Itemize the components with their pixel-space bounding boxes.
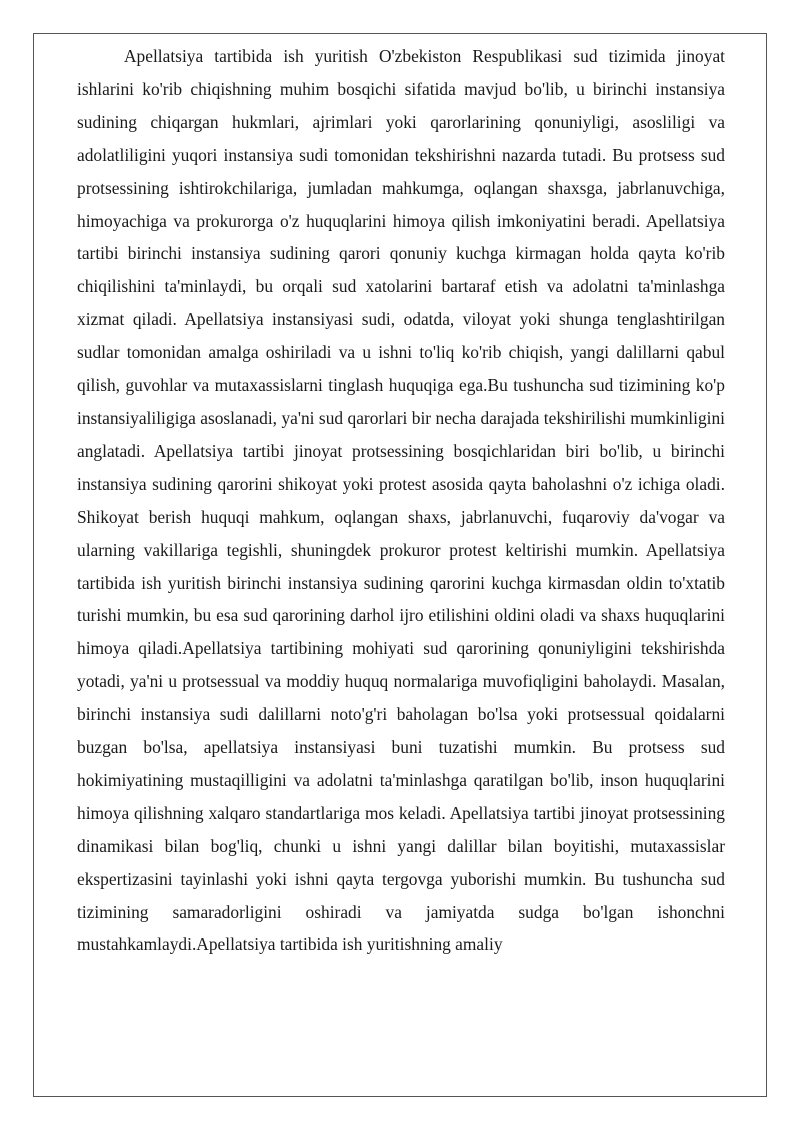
body-paragraph: Apellatsiya tartibida ish yuritish O'zbekiston Respublikasi sud tizimida jinoyat ishlarini ko'rib chiqishning muhim bosqichi sifatida mavjud bo'lib, u birinchi instansiya sudining chiqargan hukmlari, ajrimlari yoki qarorlarining qonuniyligi, asosliligi va adolatliligini yuqori instansiya sudi tomonidan tekshirishni nazarda tutadi. Bu protsess sud protsessining ishtirokchilariga, jumladan mahkumga, oqlangan shaxsga, jabrlanuvchiga, himoyachiga va prokurorga o'z huquqlarini himoya qilish imkoniyatini beradi. Apellatsiya tartibi birinchi instansiya sudining qarori qonuniy kuchga kirmagan holda qayta ko'rib chiqilishini ta'minlaydi, bu orqali sud xatolarini bartaraf etish va adolatni ta'minlashga xizmat qiladi. Apellatsiya instansiyasi sudi, odatda, viloyat yoki shunga tenglashtirilgan sudlar tomonidan amalga oshiriladi va u ishni to'liq ko'rib chiqish, yangi dalillarni qabul qilish, guvohlar va mutaxassislarni tinglash huquqiga ega.Bu tushuncha sud tizimining ko'p instansiyaliligiga asoslanadi, ya'ni sud qarorlari bir necha darajada tekshirilishi mumkinligini anglatadi. Apellatsiya tartibi jinoyat protsessining bosqichlaridan biri bo'lib, u birinchi instansiya sudining qarorini shikoyat yoki protest asosida qayta baholashni o'z ichiga oladi. Shikoyat berish huquqi mahkum, oqlangan shaxs, jabrlanuvchi, fuqaroviy da'vogar va ularning vakillariga tegishli, shuningdek prokuror protest keltirishi mumkin. Apellatsiya tartibida ish yuritish birinchi instansiya sudining qarorini kuchga kirmasdan oldin to'xtatib turishi mumkin, bu esa sud qarorining darhol ijro etilishini oldini oladi va shaxs huquqlarini himoya qiladi.Apellatsiya tartibining mohiyati sud qarorining qonuniyligini tekshirishda yotadi, ya'ni u protsessual va moddiy huquq normalariga muvofiqligini baholaydi. Masalan, birinchi instansiya sudi dalillarni noto'g'ri baholagan bo'lsa yoki protsessual qoidalarni buzgan bo'lsa, apellatsiya instansiyasi buni tuzatishi mumkin. Bu protsess sud hokimiyatining mustaqilligini va adolatni ta'minlashga qaratilgan bo'lib, inson huquqlarini himoya qilishning xalqaro standartlariga mos keladi. Apellatsiya tartibi jinoyat protsessining dinamikasi bilan bog'liq, chunki u ishni yangi dalillar bilan boyitishi, mutaxassislar ekspertizasini tayinlashi yoki ishni qayta tergovga yuborishi mumkin. Bu tushuncha sud tizimining samaradorligini oshiradi va jamiyatda sudga bo'lgan ishonchni mustahkamlaydi.Apellatsiya tartibida ish yuritishning amaliy [77, 46, 725, 955]
